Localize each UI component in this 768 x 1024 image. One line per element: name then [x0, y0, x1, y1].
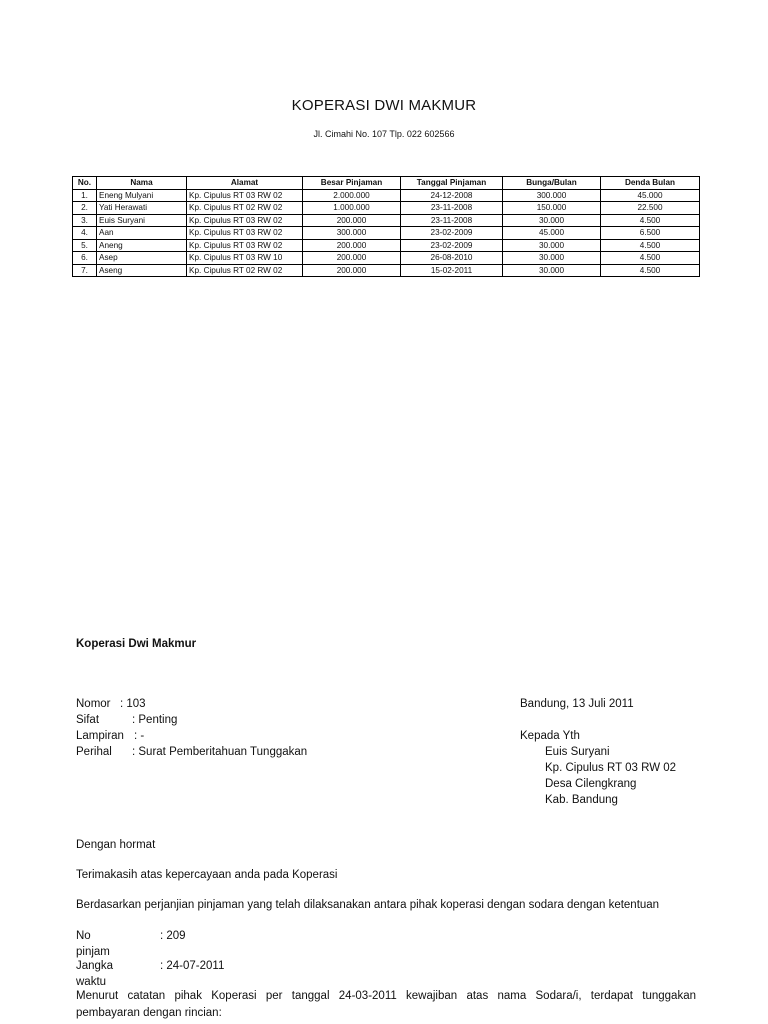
table-row: [73, 202, 700, 215]
cell-denda-bulan: 6.500: [601, 227, 700, 240]
letter-place-date: Bandung, 13 Juli 2011: [520, 698, 634, 710]
cell-alamat: Kp. Cipulus RT 03 RW 10: [187, 252, 303, 265]
cell-alamat: Kp. Cipulus RT 03 RW 02: [187, 239, 303, 252]
loan-number-value: : 209: [160, 930, 186, 942]
cell-bunga-bulan: 30.000: [503, 214, 601, 227]
cell-tanggal-pinjaman: 15-02-2011: [401, 264, 503, 277]
cell-denda-bulan: 45.000: [601, 189, 700, 202]
cell-alamat: Kp. Cipulus RT 03 RW 02: [187, 214, 303, 227]
cell-besar-pinjaman: 2.000.000: [303, 189, 401, 202]
cell-no: 7.: [73, 264, 97, 277]
letter-thanks: Terimakasih atas kepercayaan anda pada Koperasi: [76, 869, 338, 881]
loan-number-label: No pinjam: [76, 930, 110, 958]
column-header: Alamat: [187, 177, 303, 190]
cell-bunga-bulan: 45.000: [503, 227, 601, 240]
table-row: [73, 189, 700, 202]
cell-alamat: Kp. Cipulus RT 03 RW 02: [187, 189, 303, 202]
cell-denda-bulan: 4.500: [601, 239, 700, 252]
term-value: : 24-07-2011: [160, 960, 225, 972]
recipient-name: Euis Suryani: [545, 746, 610, 758]
cell-nama: Aneng: [97, 239, 187, 252]
cell-bunga-bulan: 300.000: [503, 189, 601, 202]
cell-nama: Aan: [97, 227, 187, 240]
letter-record-line-2: pembayaran dengan rincian:: [76, 1007, 222, 1019]
meta-value: : Surat Pemberitahuan Tunggakan: [132, 746, 308, 758]
cell-nama: Asep: [97, 252, 187, 265]
meta-value: : -: [134, 730, 145, 742]
column-header: Nama: [97, 177, 187, 190]
cell-bunga-bulan: 30.000: [503, 239, 601, 252]
cell-besar-pinjaman: 200.000: [303, 264, 401, 277]
cell-besar-pinjaman: 200.000: [303, 239, 401, 252]
page-title: KOPERASI DWI MAKMUR: [291, 97, 477, 114]
table-row: [73, 252, 700, 265]
table-row: [73, 227, 700, 240]
cell-besar-pinjaman: 200.000: [303, 252, 401, 265]
cell-nama: Eneng Mulyani: [97, 189, 187, 202]
meta-label: Perihal: [76, 746, 112, 758]
cell-no: 3.: [73, 214, 97, 227]
cell-no: 5.: [73, 239, 97, 252]
table-header-row: [73, 177, 700, 190]
cell-nama: Aseng: [97, 264, 187, 277]
cell-denda-bulan: 22.500: [601, 202, 700, 215]
table-row: [73, 214, 700, 227]
cell-tanggal-pinjaman: 23-02-2009: [401, 239, 503, 252]
cell-besar-pinjaman: 300.000: [303, 227, 401, 240]
cell-no: 6.: [73, 252, 97, 265]
meta-value: : 103: [120, 698, 146, 710]
cell-bunga-bulan: 30.000: [503, 252, 601, 265]
cell-no: 1.: [73, 189, 97, 202]
cell-alamat: Kp. Cipulus RT 02 RW 02: [187, 264, 303, 277]
cell-tanggal-pinjaman: 23-11-2008: [401, 202, 503, 215]
cell-denda-bulan: 4.500: [601, 264, 700, 277]
recipient-village: Desa Cilengkrang: [545, 778, 637, 790]
loan-table: [72, 176, 700, 277]
cell-besar-pinjaman: 1.000.000: [303, 202, 401, 215]
letter-greeting: Dengan hormat: [76, 839, 156, 851]
cell-denda-bulan: 4.500: [601, 214, 700, 227]
letter-org-heading: Koperasi Dwi Makmur: [76, 638, 197, 650]
meta-label: Lampiran: [76, 730, 124, 742]
cell-bunga-bulan: 150.000: [503, 202, 601, 215]
recipient-address: Kp. Cipulus RT 03 RW 02: [545, 762, 677, 774]
term-label: Jangka waktu: [76, 960, 114, 988]
cell-bunga-bulan: 30.000: [503, 264, 601, 277]
column-header: Bunga/Bulan: [503, 177, 601, 190]
cell-nama: Yati Herawati: [97, 202, 187, 215]
cell-tanggal-pinjaman: 26-08-2010: [401, 252, 503, 265]
column-header: No.: [73, 177, 97, 190]
meta-label: Sifat: [76, 714, 100, 726]
page-address: Jl. Cimahi No. 107 Tlp. 022 602566: [313, 129, 455, 139]
letter-agreement: Berdasarkan perjanjian pinjaman yang telah dilaksanakan antara pihak koperasi dengan sodara dengan ketentuan: [76, 899, 660, 911]
recipient-regency: Kab. Bandung: [545, 794, 618, 806]
recipient-salutation: Kepada Yth: [520, 730, 580, 742]
table-row: [73, 239, 700, 252]
table-row: [73, 264, 700, 277]
meta-label: Nomor: [76, 698, 111, 710]
cell-denda-bulan: 4.500: [601, 252, 700, 265]
column-header: Tanggal Pinjaman: [401, 177, 503, 190]
column-header: Besar Pinjaman: [303, 177, 401, 190]
cell-alamat: Kp. Cipulus RT 02 RW 02: [187, 202, 303, 215]
meta-value: : Penting: [132, 714, 178, 726]
cell-no: 4.: [73, 227, 97, 240]
letter-record-line-1: Menurut catatan pihak Koperasi per tanggal 24-03-2011 kewajiban atas nama Sodara/i, terdapat tunggakan: [76, 990, 696, 1002]
cell-nama: Euis Suryani: [97, 214, 187, 227]
cell-tanggal-pinjaman: 24-12-2008: [401, 189, 503, 202]
cell-tanggal-pinjaman: 23-11-2008: [401, 214, 503, 227]
column-header: Denda Bulan: [601, 177, 700, 190]
cell-besar-pinjaman: 200.000: [303, 214, 401, 227]
cell-no: 2.: [73, 202, 97, 215]
cell-alamat: Kp. Cipulus RT 03 RW 02: [187, 227, 303, 240]
cell-tanggal-pinjaman: 23-02-2009: [401, 227, 503, 240]
